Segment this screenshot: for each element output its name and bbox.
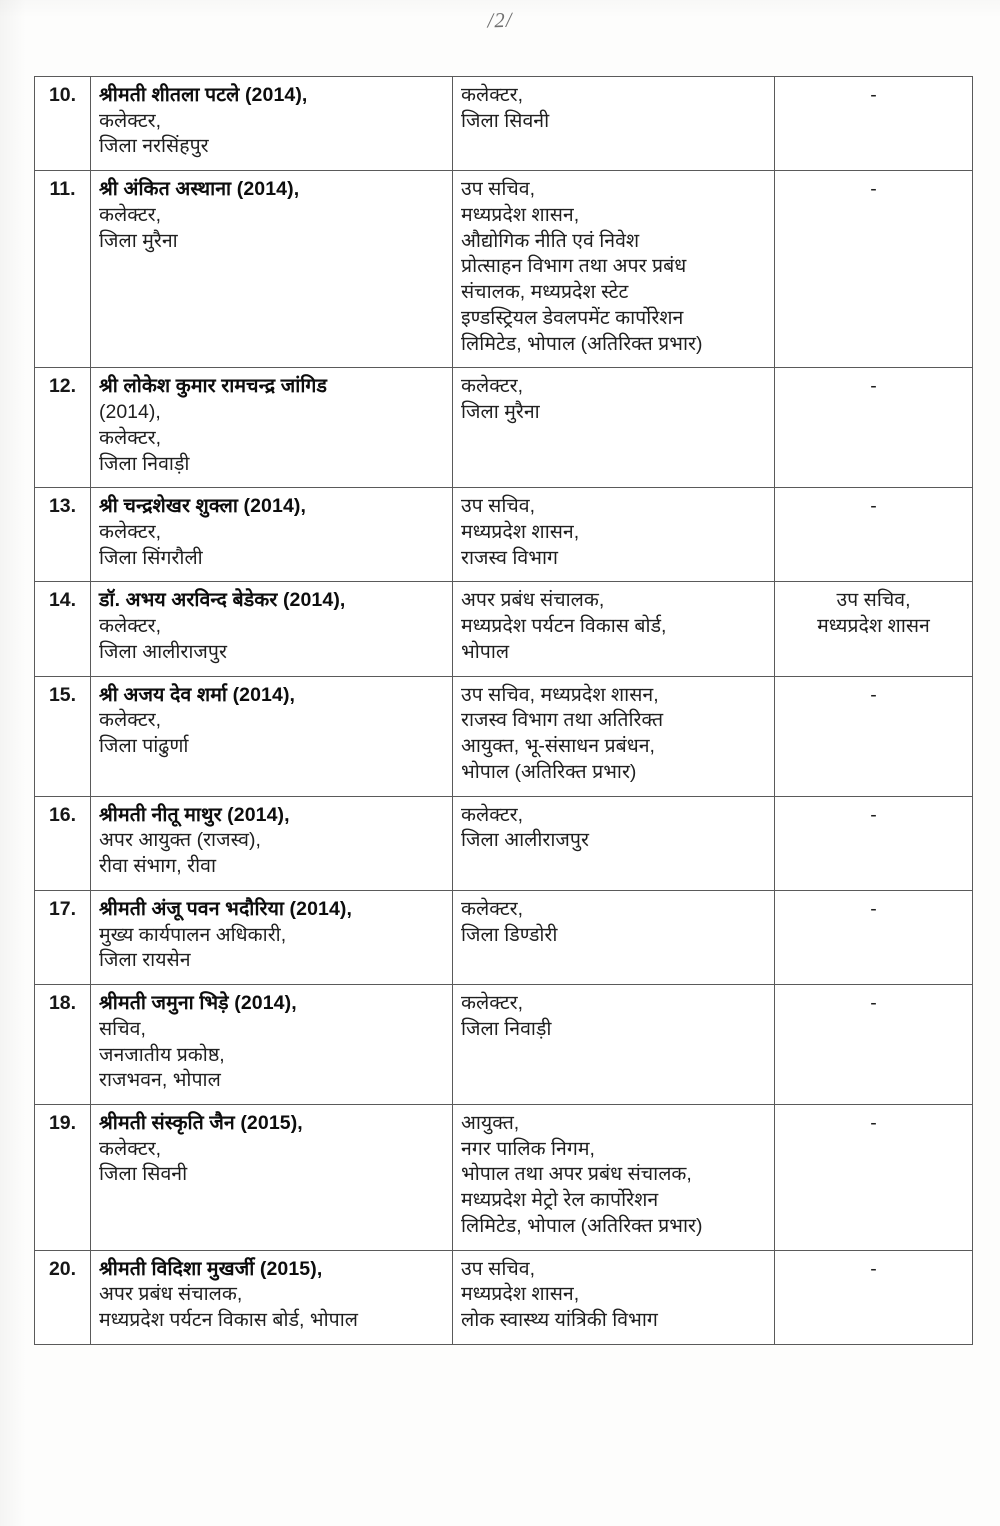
remarks-cell <box>775 488 973 582</box>
remarks-line: - <box>870 897 877 920</box>
remarks-line: - <box>870 683 877 706</box>
new-posting-line: जिला निवाड़ी <box>461 1017 552 1040</box>
officer-current-post-line: अपर आयुक्त (राजस्व), <box>99 829 261 852</box>
new-posting-line: उप सचिव, <box>461 178 536 201</box>
officer-name: श्री चन्द्रशेखर शुक्ला (2014), <box>99 495 307 518</box>
officer-name: श्रीमती शीतला पटले (2014), <box>99 84 308 106</box>
officer-current-post-line: जिला नरसिंहपुर <box>99 135 209 158</box>
officer-new-posting <box>453 582 775 676</box>
officer-current-posting <box>91 488 453 582</box>
remarks-line: - <box>870 803 877 826</box>
new-posting-line: उप सचिव, मध्यप्रदेश शासन, <box>461 683 659 706</box>
officer-name: श्रीमती अंजू पवन भदौरिया (2014), <box>99 897 353 920</box>
new-posting-line: कलेक्टर, <box>461 84 524 106</box>
remarks-cell <box>775 676 973 796</box>
table-row <box>35 582 973 676</box>
officer-current-post-line: जिला निवाड़ी <box>99 452 190 475</box>
remarks-line: - <box>870 178 877 201</box>
officer-current-post-line: जिला पांढुर्णा <box>99 735 189 758</box>
officer-current-posting <box>91 77 453 171</box>
officer-current-post-line: जनजातीय प्रकोष्ठ, <box>99 1043 225 1066</box>
officer-name: श्री लोकेश कुमार रामचन्द्र जांगिड <box>99 375 328 398</box>
new-posting-line: अपर प्रबंध संचालक, <box>461 589 605 612</box>
new-posting-line: लिमिटेड, भोपाल (अतिरिक्त प्रभार) <box>461 332 703 355</box>
row-serial-number: 19. <box>35 1104 91 1250</box>
page-number: /2/ <box>486 7 513 33</box>
officer-current-post-line: कलेक्टर, <box>99 521 162 544</box>
officer-current-post-line: कलेक्टर, <box>99 203 162 226</box>
new-posting-line: जिला सिवनी <box>461 109 550 132</box>
officer-name: श्रीमती विदिशा मुखर्जी (2015), <box>99 1257 323 1280</box>
officer-current-posting <box>91 890 453 984</box>
officer-current-post-line: जिला आलीराजपुर <box>99 640 227 663</box>
remarks-cell <box>775 796 973 890</box>
remarks-cell <box>775 368 973 488</box>
remarks-line: उप सचिव, <box>836 589 911 612</box>
new-posting-line: मध्यप्रदेश शासन, <box>461 203 580 226</box>
officer-name: श्रीमती नीतू माथुर (2014), <box>99 803 290 826</box>
remarks-line: - <box>870 84 877 106</box>
row-serial-number: 15. <box>35 676 91 796</box>
officer-new-posting <box>453 1250 775 1344</box>
remarks-cell <box>775 582 973 676</box>
new-posting-line: भोपाल (अतिरिक्त प्रभार) <box>461 760 637 783</box>
officer-new-posting <box>453 488 775 582</box>
officer-current-post-line: (2014), <box>99 401 161 424</box>
row-serial-number: 18. <box>35 985 91 1105</box>
new-posting-line: भोपाल <box>461 640 510 663</box>
row-serial-number: 17. <box>35 890 91 984</box>
officer-current-posting <box>91 1250 453 1344</box>
officer-current-post-line: रीवा संभाग, रीवा <box>99 855 217 878</box>
officer-current-post-line: मध्यप्रदेश पर्यटन विकास बोर्ड, भोपाल <box>99 1309 358 1332</box>
table-row <box>35 676 973 796</box>
new-posting-line: राजस्व विभाग <box>461 546 558 569</box>
officer-new-posting <box>453 368 775 488</box>
officer-name: डॉ. अभय अरविन्द बेडेकर (2014), <box>99 589 346 612</box>
row-serial-number: 10. <box>35 77 91 171</box>
officer-new-posting <box>453 890 775 984</box>
officer-new-posting <box>453 1104 775 1250</box>
officer-new-posting <box>453 796 775 890</box>
table-row <box>35 890 973 984</box>
officer-name: श्री अजय देव शर्मा (2014), <box>99 683 296 706</box>
roster-table-body <box>35 77 973 1345</box>
new-posting-line: मध्यप्रदेश पर्यटन विकास बोर्ड, <box>461 615 667 638</box>
remarks-line: - <box>870 375 877 398</box>
row-serial-number: 13. <box>35 488 91 582</box>
new-posting-line: नगर पालिक निगम, <box>461 1137 595 1160</box>
new-posting-line: मध्यप्रदेश मेट्रो रेल कार्पोरेशन <box>461 1189 659 1212</box>
table-row <box>35 1250 973 1344</box>
officer-current-post-line: अपर प्रबंध संचालक, <box>99 1283 243 1306</box>
remarks-cell <box>775 77 973 171</box>
officer-current-post-line: मुख्य कार्यपालन अधिकारी, <box>99 923 287 946</box>
officer-current-post-line: जिला मुरैना <box>99 229 178 252</box>
row-serial-number: 14. <box>35 582 91 676</box>
new-posting-line: कलेक्टर, <box>461 375 524 398</box>
officer-name: श्री अंकित अस्थाना (2014), <box>99 178 300 201</box>
table-row <box>35 796 973 890</box>
remarks-line: - <box>870 1257 877 1280</box>
new-posting-line: भोपाल तथा अपर प्रबंध संचालक, <box>461 1163 692 1186</box>
new-posting-line: राजस्व विभाग तथा अतिरिक्त <box>461 709 664 732</box>
officer-current-post-line: कलेक्टर, <box>99 709 162 732</box>
officer-current-post-line: कलेक्टर, <box>99 426 162 449</box>
table-row <box>35 368 973 488</box>
table-row <box>35 488 973 582</box>
table-row <box>35 77 973 171</box>
new-posting-line: कलेक्टर, <box>461 992 524 1015</box>
new-posting-line: उप सचिव, <box>461 1257 536 1280</box>
officer-current-posting <box>91 368 453 488</box>
table-row <box>35 985 973 1105</box>
row-serial-number: 12. <box>35 368 91 488</box>
table-row <box>35 171 973 368</box>
officer-current-post-line: राजभवन, भोपाल <box>99 1069 221 1092</box>
officer-current-post-line: कलेक्टर, <box>99 109 162 132</box>
officer-current-post-line: जिला सिंगरौली <box>99 546 203 569</box>
new-posting-line: प्रोत्साहन विभाग तथा अपर प्रबंध <box>461 255 687 278</box>
officer-name: श्रीमती संस्कृति जैन (2015), <box>99 1111 303 1134</box>
new-posting-line: इण्डस्ट्रियल डेवलपमेंट कार्पोरेशन <box>461 306 684 329</box>
new-posting-line: आयुक्त, <box>461 1111 520 1134</box>
new-posting-line: लिमिटेड, भोपाल (अतिरिक्त प्रभार) <box>461 1214 703 1237</box>
officer-current-post-line: कलेक्टर, <box>99 1137 162 1160</box>
new-posting-line: मध्यप्रदेश शासन, <box>461 521 580 544</box>
officer-current-post-line: सचिव, <box>99 1017 146 1040</box>
new-posting-line: जिला मुरैना <box>461 401 540 424</box>
remarks-cell <box>775 171 973 368</box>
officer-current-posting <box>91 985 453 1105</box>
officer-current-post-line: जिला सिवनी <box>99 1163 188 1186</box>
transfer-roster-table <box>34 76 973 1345</box>
officer-current-posting <box>91 676 453 796</box>
new-posting-line: जिला आलीराजपुर <box>461 829 589 852</box>
row-serial-number: 11. <box>35 171 91 368</box>
remarks-line: - <box>870 1111 877 1134</box>
remarks-line: मध्यप्रदेश शासन <box>817 615 930 638</box>
officer-new-posting <box>453 985 775 1105</box>
roster-table-container <box>34 76 972 1345</box>
officer-current-posting <box>91 1104 453 1250</box>
new-posting-line: जिला डिण्डोरी <box>461 923 558 946</box>
officer-current-posting <box>91 171 453 368</box>
remarks-cell <box>775 890 973 984</box>
remarks-cell <box>775 1104 973 1250</box>
remarks-cell <box>775 1250 973 1344</box>
new-posting-line: उप सचिव, <box>461 495 536 518</box>
new-posting-line: आयुक्त, भू-संसाधन प्रबंधन, <box>461 735 655 758</box>
officer-current-post-line: कलेक्टर, <box>99 615 162 638</box>
new-posting-line: कलेक्टर, <box>461 803 524 826</box>
new-posting-line: कलेक्टर, <box>461 897 524 920</box>
officer-current-posting <box>91 582 453 676</box>
officer-name: श्रीमती जमुना भिड़े (2014), <box>99 992 297 1015</box>
new-posting-line: लोक स्वास्थ्य यांत्रिकी विभाग <box>461 1309 658 1332</box>
officer-current-post-line: जिला रायसेन <box>99 949 191 972</box>
row-serial-number: 20. <box>35 1250 91 1344</box>
officer-new-posting <box>453 676 775 796</box>
officer-current-posting <box>91 796 453 890</box>
row-serial-number: 16. <box>35 796 91 890</box>
new-posting-line: मध्यप्रदेश शासन, <box>461 1283 580 1306</box>
officer-new-posting <box>453 171 775 368</box>
new-posting-line: औद्योगिक नीति एवं निवेश <box>461 229 640 252</box>
table-row <box>35 1104 973 1250</box>
new-posting-line: संचालक, मध्यप्रदेश स्टेट <box>461 281 629 304</box>
remarks-cell <box>775 985 973 1105</box>
remarks-line: - <box>870 495 877 518</box>
remarks-line: - <box>870 992 877 1015</box>
officer-new-posting <box>453 77 775 171</box>
